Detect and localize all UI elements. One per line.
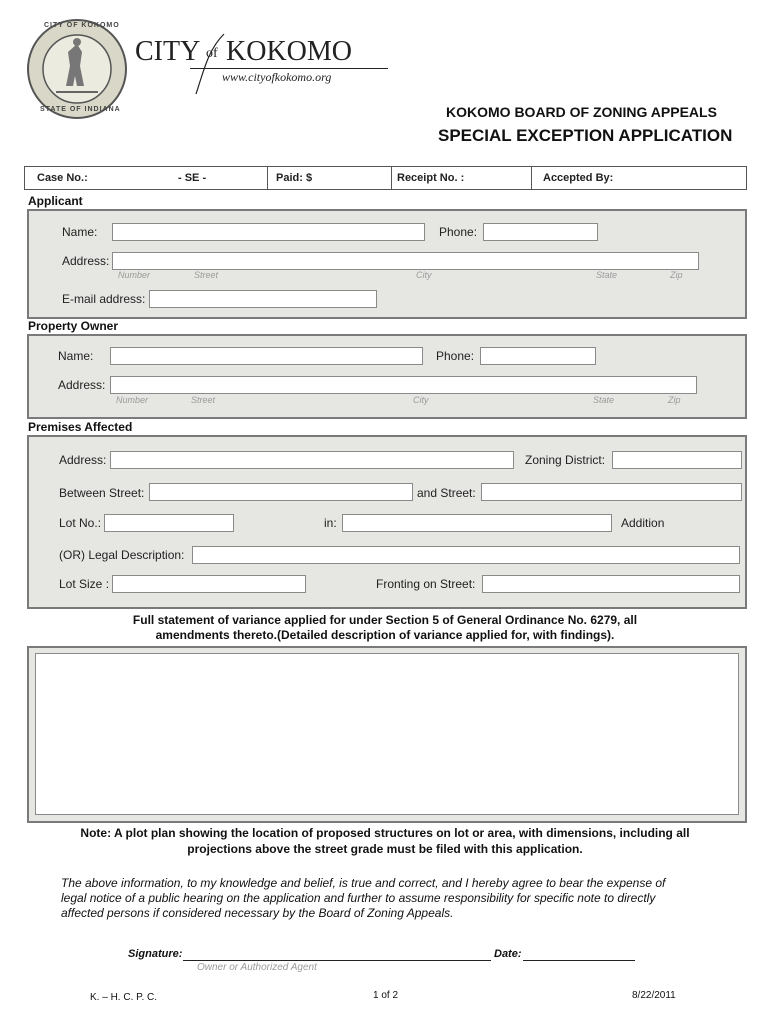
and-street-label: and Street: (417, 486, 476, 500)
hint-state: State (593, 395, 615, 405)
applicant-email-field[interactable] (149, 290, 377, 308)
applicant-email-label: E-mail address: (62, 292, 146, 306)
affirmation-line3: affected persons if considered necessary by the Board of Zoning Appeals. (61, 906, 454, 920)
hint-number: Number (116, 395, 149, 405)
board-name: KOKOMO BOARD OF ZONING APPEALS (446, 104, 717, 120)
owner-phone-label: Phone: (436, 349, 475, 363)
zoning-district-label: Zoning District: (525, 453, 606, 467)
footer-left: K. – H. C. P. C. (90, 992, 158, 1003)
case-no-label: Case No.: (37, 172, 88, 184)
applicant-address-label: Address: (62, 254, 110, 268)
addition-label: Addition (621, 516, 665, 530)
date-label: Date: (494, 948, 522, 960)
between-street-field[interactable] (149, 483, 413, 501)
lot-no-label: Lot No.: (59, 516, 102, 530)
owner-name-field[interactable] (110, 347, 423, 365)
note-line2: projections above the street grade must be filed with this application. (187, 842, 583, 856)
in-label: in: (324, 516, 337, 530)
owner-address-field[interactable] (110, 376, 697, 394)
premises-section-title: Premises Affected (28, 420, 133, 434)
statement-field[interactable] (35, 653, 739, 815)
owner-name-label: Name: (58, 349, 94, 363)
owner-section-title: Property Owner (28, 319, 119, 333)
in-field[interactable] (342, 514, 612, 532)
logo-kokomo: KOKOMO (226, 36, 352, 67)
affirmation-line2: legal notice of a public hearing on the application and further to assume responsibility for specific note to directly (61, 891, 656, 905)
fronting-street-field[interactable] (482, 575, 740, 593)
case-row-divider (391, 166, 392, 190)
se-label: - SE - (178, 172, 207, 184)
hint-number: Number (118, 270, 151, 280)
statement-line2: amendments thereto.(Detailed description of variance applied for, with findings). (155, 628, 615, 642)
hint-state: State (596, 270, 618, 280)
fronting-street-label: Fronting on Street: (376, 577, 476, 591)
lot-no-field[interactable] (104, 514, 234, 532)
owner-address-label: Address: (58, 378, 106, 392)
case-row-divider (267, 166, 268, 190)
city-seal (26, 18, 128, 120)
and-street-field[interactable] (481, 483, 742, 501)
legal-description-label: (OR) Legal Description: (59, 548, 185, 562)
logo-of: of (206, 46, 218, 61)
hint-city: City (416, 270, 432, 280)
statement-line1: Full statement of variance applied for under Section 5 of General Ordinance No. 6279, all (132, 613, 638, 627)
note-line1: Note: A plot plan showing the location of proposed structures on lot or area, with dimensions, including all (80, 826, 690, 840)
hint-city: City (413, 395, 429, 405)
affirmation-line1: The above information, to my knowledge and belief, is true and correct, and I hereby agree to bear the expense of (61, 876, 666, 890)
seal-ring-top: CITY OF KOKOMO (44, 22, 120, 29)
logo-swoosh (190, 30, 230, 100)
date-line[interactable] (523, 960, 635, 961)
footer-date: 8/22/2011 (632, 990, 676, 1001)
premises-address-field[interactable] (110, 451, 514, 469)
lot-size-field[interactable] (112, 575, 306, 593)
owner-phone-field[interactable] (480, 347, 596, 365)
receipt-label: Receipt No. : (397, 172, 465, 184)
hint-street: Street (191, 395, 216, 405)
signature-label: Signature: (128, 948, 183, 960)
signature-hint: Owner or Authorized Agent (197, 962, 317, 973)
applicant-name-field[interactable] (112, 223, 425, 241)
page-title: SPECIAL EXCEPTION APPLICATION (438, 126, 733, 145)
hint-zip: Zip (668, 395, 681, 405)
signature-line[interactable] (183, 960, 491, 961)
case-row (24, 166, 747, 190)
between-street-label: Between Street: (59, 486, 145, 500)
applicant-phone-field[interactable] (483, 223, 598, 241)
hint-street: Street (194, 270, 219, 280)
logo-url: www.cityofkokomo.org (222, 70, 332, 84)
zoning-district-field[interactable] (612, 451, 742, 469)
accepted-by-label: Accepted By: (543, 172, 614, 184)
lot-size-label: Lot Size : (59, 577, 110, 591)
hint-zip: Zip (670, 270, 683, 280)
applicant-address-field[interactable] (112, 252, 699, 270)
premises-address-label: Address: (59, 453, 107, 467)
paid-label: Paid: $ (276, 172, 313, 184)
applicant-phone-label: Phone: (439, 225, 478, 239)
logo-city: CITY (135, 36, 201, 67)
footer-page: 1 of 2 (373, 990, 399, 1001)
case-row-divider (531, 166, 532, 190)
seal-ring-bottom: STATE OF INDIANA (40, 106, 121, 113)
applicant-name-label: Name: (62, 225, 98, 239)
legal-description-field[interactable] (192, 546, 740, 564)
applicant-section-title: Applicant (28, 194, 83, 208)
